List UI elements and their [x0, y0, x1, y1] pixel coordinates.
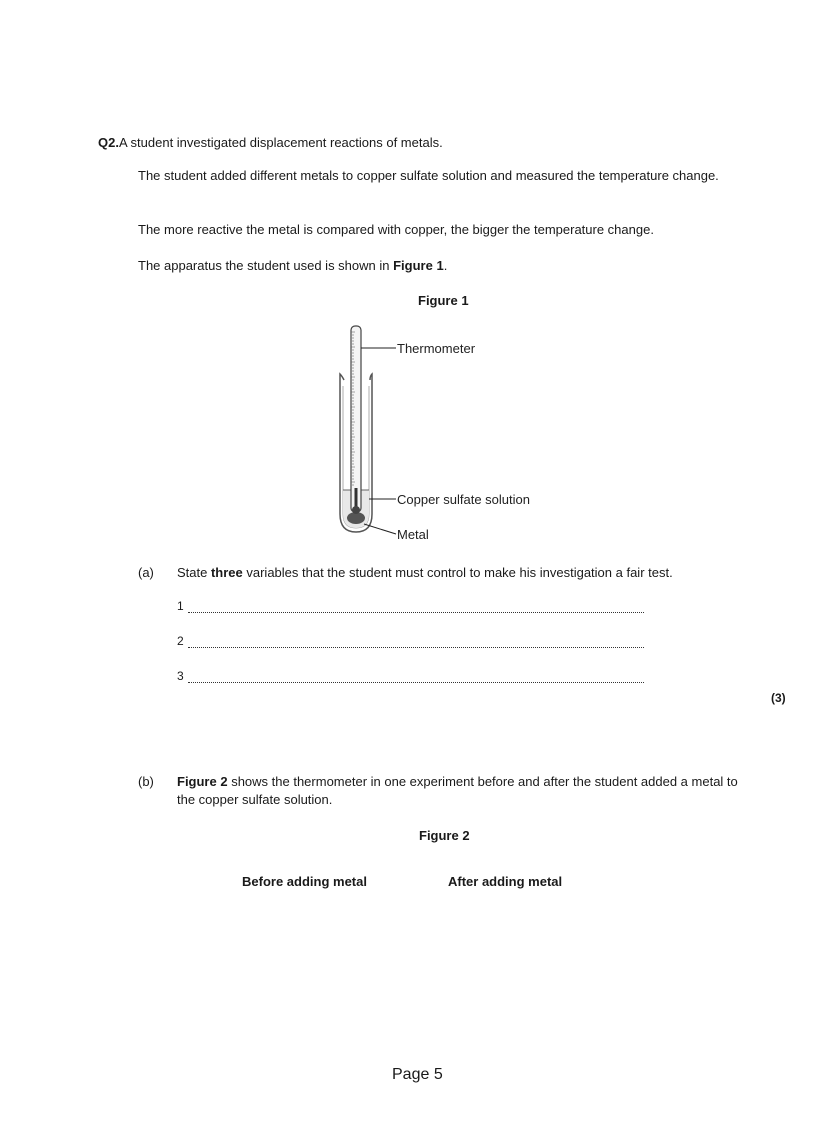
- question-paragraph-1: The student added different metals to copper sulfate solution and measured the temperature change.: [138, 168, 719, 183]
- figure-2-before-label: Before adding metal: [242, 874, 367, 889]
- question-paragraph-3: [138, 257, 447, 275]
- answer-line-3[interactable]: [188, 681, 644, 683]
- metal-label: Metal: [397, 527, 429, 542]
- part-b-question: [177, 773, 747, 809]
- thermometer-label: Thermometer: [397, 341, 476, 356]
- metal-leader-line: [364, 524, 396, 534]
- part-b-bold: Figure 2: [177, 774, 228, 789]
- figure-1-apparatus: [330, 318, 590, 550]
- answer-number-1: 1: [177, 599, 184, 613]
- part-b-label: (b): [138, 774, 154, 789]
- answer-number-3: 3: [177, 669, 184, 683]
- para3-figure-ref: Figure 1: [393, 258, 444, 273]
- part-a-prefix: State: [177, 565, 211, 580]
- part-a-bold: three: [210, 565, 243, 580]
- figure-2-after-label: After adding metal: [448, 874, 563, 889]
- para3-prefix: The apparatus the student used is shown in: [138, 258, 394, 273]
- answer-line-1[interactable]: [188, 611, 644, 613]
- answer-number-2: 2: [177, 634, 184, 648]
- part-a-marks: (3): [771, 691, 786, 705]
- para3-suffix: .: [443, 258, 448, 273]
- part-a-question: [177, 564, 777, 582]
- part-a-suffix: variables that the student must control to make his investigation a fair test.: [242, 565, 673, 580]
- solution-label: Copper sulfate solution: [397, 492, 530, 507]
- page-number: Page 5: [392, 1066, 443, 1083]
- question-paragraph-2: The more reactive the metal is compared with copper, the bigger the temperature change.: [138, 222, 654, 237]
- question-intro: [98, 134, 443, 152]
- answer-line-2[interactable]: [188, 646, 644, 648]
- part-b-text: shows the thermometer in one experiment before and after the student added a metal to the copper sulfate solution.: [177, 774, 738, 807]
- figure-2-title: Figure 2: [419, 828, 470, 843]
- question-intro-text: A student investigated displacement reactions of metals.: [118, 135, 443, 150]
- question-number: Q2.: [98, 135, 119, 150]
- thermometer-icon: [351, 326, 361, 514]
- figure-1-title: Figure 1: [418, 293, 469, 308]
- part-a-label: (a): [138, 565, 154, 580]
